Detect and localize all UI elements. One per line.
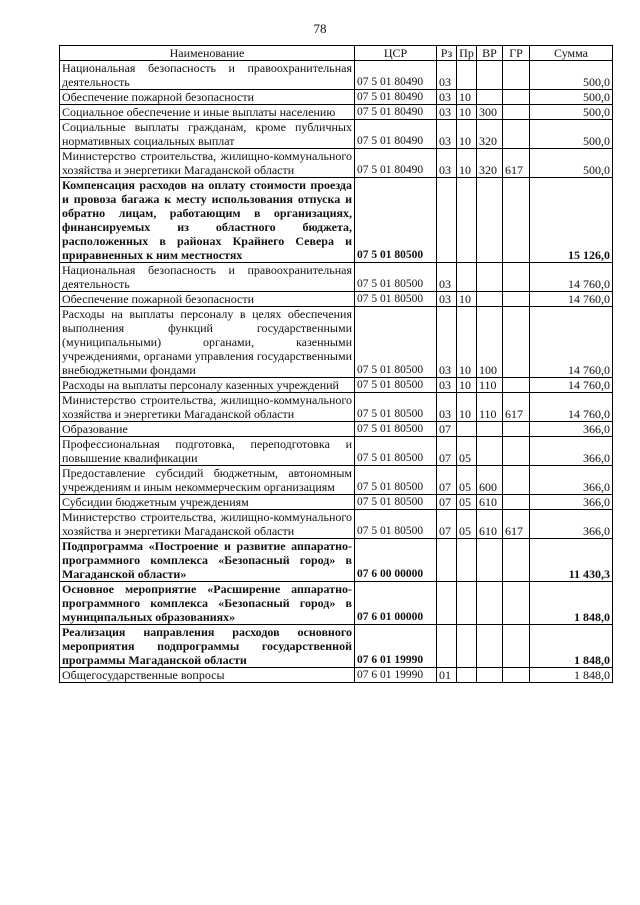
row-pr: 10 bbox=[457, 378, 477, 393]
row-sum: 500,0 bbox=[530, 61, 613, 90]
row-name: Министерство строительства, жилищно-коммунального хозяйства и энергетики Магаданской области bbox=[60, 510, 355, 539]
row-sum: 14 760,0 bbox=[530, 263, 613, 292]
row-sum: 366,0 bbox=[530, 437, 613, 466]
row-vr: 600 bbox=[477, 466, 503, 495]
row-sum: 14 760,0 bbox=[530, 378, 613, 393]
row-rz: 01 bbox=[437, 668, 457, 683]
row-name: Министерство строительства, жилищно-коммунального хозяйства и энергетики Магаданской области bbox=[60, 149, 355, 178]
row-name: Социальные выплаты гражданам, кроме публичных нормативных социальных выплат bbox=[60, 120, 355, 149]
row-rz: 03 bbox=[437, 61, 457, 90]
row-name: Обеспечение пожарной безопасности bbox=[60, 90, 355, 105]
row-csr: 07 5 01 80490 bbox=[355, 105, 437, 120]
row-vr bbox=[477, 292, 503, 307]
row-name: Профессиональная подготовка, переподготовка и повышение квалификации bbox=[60, 437, 355, 466]
row-csr: 07 5 01 80490 bbox=[355, 90, 437, 105]
table-row bbox=[60, 539, 613, 582]
row-sum: 1 848,0 bbox=[530, 582, 613, 625]
row-gr bbox=[503, 292, 530, 307]
row-sum: 1 848,0 bbox=[530, 625, 613, 668]
table-row bbox=[60, 437, 613, 466]
row-vr bbox=[477, 61, 503, 90]
table-row bbox=[60, 510, 613, 539]
row-sum: 15 126,0 bbox=[530, 178, 613, 263]
row-gr: 617 bbox=[503, 393, 530, 422]
table-row bbox=[60, 378, 613, 393]
row-vr bbox=[477, 178, 503, 263]
row-vr: 320 bbox=[477, 149, 503, 178]
row-csr: 07 5 01 80500 bbox=[355, 466, 437, 495]
row-rz bbox=[437, 625, 457, 668]
table-row bbox=[60, 466, 613, 495]
table-row bbox=[60, 105, 613, 120]
row-pr bbox=[457, 422, 477, 437]
row-sum: 14 760,0 bbox=[530, 307, 613, 378]
row-gr bbox=[503, 625, 530, 668]
row-sum: 366,0 bbox=[530, 510, 613, 539]
row-gr bbox=[503, 582, 530, 625]
row-rz: 03 bbox=[437, 292, 457, 307]
row-pr: 10 bbox=[457, 149, 477, 178]
row-pr: 05 bbox=[457, 437, 477, 466]
row-pr: 10 bbox=[457, 292, 477, 307]
row-pr bbox=[457, 582, 477, 625]
header-rz: Рз bbox=[437, 46, 457, 61]
row-vr bbox=[477, 422, 503, 437]
table-row bbox=[60, 90, 613, 105]
row-sum: 500,0 bbox=[530, 149, 613, 178]
row-vr: 610 bbox=[477, 495, 503, 510]
row-sum: 11 430,3 bbox=[530, 539, 613, 582]
row-csr: 07 5 01 80500 bbox=[355, 393, 437, 422]
row-gr bbox=[503, 105, 530, 120]
row-csr: 07 5 01 80500 bbox=[355, 378, 437, 393]
row-pr bbox=[457, 61, 477, 90]
table-row bbox=[60, 120, 613, 149]
budget-table bbox=[59, 45, 613, 683]
row-vr bbox=[477, 625, 503, 668]
header-sum: Сумма bbox=[530, 46, 613, 61]
table-row bbox=[60, 263, 613, 292]
table-row bbox=[60, 422, 613, 437]
row-rz: 03 bbox=[437, 149, 457, 178]
row-gr bbox=[503, 466, 530, 495]
row-pr: 10 bbox=[457, 307, 477, 378]
table-row bbox=[60, 61, 613, 90]
row-pr: 10 bbox=[457, 120, 477, 149]
row-rz: 07 bbox=[437, 437, 457, 466]
row-name: Социальное обеспечение и иные выплаты населению bbox=[60, 105, 355, 120]
header-vr: ВР bbox=[477, 46, 503, 61]
row-gr bbox=[503, 495, 530, 510]
row-gr bbox=[503, 120, 530, 149]
row-pr bbox=[457, 263, 477, 292]
header-row bbox=[60, 46, 613, 61]
row-vr: 110 bbox=[477, 393, 503, 422]
row-vr bbox=[477, 90, 503, 105]
row-csr: 07 5 01 80490 bbox=[355, 149, 437, 178]
row-name: Подпрограмма «Построение и развитие аппаратно-программного комплекса «Безопасный город» в Магаданской области» bbox=[60, 539, 355, 582]
table-row bbox=[60, 668, 613, 683]
row-gr bbox=[503, 61, 530, 90]
row-name: Реализация направления расходов основного мероприятия подпрограммы государственной программы Магаданской области bbox=[60, 625, 355, 668]
row-gr bbox=[503, 422, 530, 437]
row-pr bbox=[457, 539, 477, 582]
row-sum: 366,0 bbox=[530, 422, 613, 437]
row-name: Предоставление субсидий бюджетным, автономным учреждениям и иным некоммерческим организациям bbox=[60, 466, 355, 495]
table-row bbox=[60, 495, 613, 510]
row-gr bbox=[503, 437, 530, 466]
row-pr: 05 bbox=[457, 510, 477, 539]
row-csr: 07 5 01 80500 bbox=[355, 178, 437, 263]
row-vr bbox=[477, 582, 503, 625]
row-vr: 320 bbox=[477, 120, 503, 149]
row-name: Национальная безопасность и правоохранительная деятельность bbox=[60, 263, 355, 292]
row-pr: 05 bbox=[457, 466, 477, 495]
row-csr: 07 5 01 80500 bbox=[355, 495, 437, 510]
row-sum: 14 760,0 bbox=[530, 292, 613, 307]
row-rz: 03 bbox=[437, 105, 457, 120]
row-pr: 10 bbox=[457, 105, 477, 120]
row-vr bbox=[477, 539, 503, 582]
header-csr: ЦСР bbox=[355, 46, 437, 61]
table-row bbox=[60, 582, 613, 625]
row-sum: 366,0 bbox=[530, 466, 613, 495]
row-rz: 03 bbox=[437, 307, 457, 378]
table-row bbox=[60, 307, 613, 378]
row-vr: 110 bbox=[477, 378, 503, 393]
row-pr bbox=[457, 668, 477, 683]
row-sum: 500,0 bbox=[530, 105, 613, 120]
row-rz: 03 bbox=[437, 393, 457, 422]
table-row bbox=[60, 393, 613, 422]
row-gr: 617 bbox=[503, 510, 530, 539]
row-gr bbox=[503, 307, 530, 378]
row-pr: 05 bbox=[457, 495, 477, 510]
row-vr: 610 bbox=[477, 510, 503, 539]
row-pr bbox=[457, 178, 477, 263]
row-name: Образование bbox=[60, 422, 355, 437]
row-vr bbox=[477, 437, 503, 466]
row-gr bbox=[503, 178, 530, 263]
row-csr: 07 5 01 80500 bbox=[355, 422, 437, 437]
row-csr: 07 5 01 80500 bbox=[355, 307, 437, 378]
row-csr: 07 6 01 00000 bbox=[355, 582, 437, 625]
row-rz: 03 bbox=[437, 90, 457, 105]
header-name: Наименование bbox=[60, 46, 355, 61]
row-name: Компенсация расходов на оплату стоимости проезда и провоза багажа к месту использования отпуска и обратно лицам, работающим в организациях, финансируемых из областного бюджета, расположенных в районах Крайнего Севера и приравненных к ним местностях bbox=[60, 178, 355, 263]
row-gr bbox=[503, 263, 530, 292]
row-vr bbox=[477, 263, 503, 292]
row-rz: 07 bbox=[437, 466, 457, 495]
row-sum: 1 848,0 bbox=[530, 668, 613, 683]
row-gr bbox=[503, 539, 530, 582]
row-sum: 500,0 bbox=[530, 120, 613, 149]
table-row bbox=[60, 149, 613, 178]
table-row bbox=[60, 178, 613, 263]
row-csr: 07 6 01 19990 bbox=[355, 625, 437, 668]
page-number: 78 bbox=[313, 21, 327, 36]
row-name: Расходы на выплаты персоналу казенных учреждений bbox=[60, 378, 355, 393]
row-csr: 07 5 01 80490 bbox=[355, 61, 437, 90]
row-csr: 07 5 01 80500 bbox=[355, 437, 437, 466]
row-rz bbox=[437, 178, 457, 263]
row-csr: 07 5 01 80500 bbox=[355, 292, 437, 307]
row-pr: 10 bbox=[457, 90, 477, 105]
row-sum: 14 760,0 bbox=[530, 393, 613, 422]
row-csr: 07 5 01 80500 bbox=[355, 263, 437, 292]
row-csr: 07 6 00 00000 bbox=[355, 539, 437, 582]
row-name: Министерство строительства, жилищно-коммунального хозяйства и энергетики Магаданской области bbox=[60, 393, 355, 422]
row-rz bbox=[437, 539, 457, 582]
row-name: Основное мероприятие «Расширение аппаратно-программного комплекса «Безопасный город» в муниципальных образованиях» bbox=[60, 582, 355, 625]
row-sum: 366,0 bbox=[530, 495, 613, 510]
row-rz: 03 bbox=[437, 263, 457, 292]
row-rz bbox=[437, 582, 457, 625]
row-gr bbox=[503, 668, 530, 683]
row-gr bbox=[503, 378, 530, 393]
row-rz: 03 bbox=[437, 378, 457, 393]
header-pr: Пр bbox=[457, 46, 477, 61]
row-rz: 07 bbox=[437, 510, 457, 539]
row-rz: 07 bbox=[437, 495, 457, 510]
row-name: Общегосударственные вопросы bbox=[60, 668, 355, 683]
table-row bbox=[60, 625, 613, 668]
row-name: Субсидии бюджетным учреждениям bbox=[60, 495, 355, 510]
row-csr: 07 5 01 80490 bbox=[355, 120, 437, 149]
row-vr: 300 bbox=[477, 105, 503, 120]
row-sum: 500,0 bbox=[530, 90, 613, 105]
header-gr: ГР bbox=[503, 46, 530, 61]
row-vr bbox=[477, 668, 503, 683]
row-pr: 10 bbox=[457, 393, 477, 422]
row-gr bbox=[503, 90, 530, 105]
row-name: Расходы на выплаты персоналу в целях обеспечения выполнения функций государственными (муниципальными) органами, казенными учреждениями, органами управления государственными внебюджетными фондами bbox=[60, 307, 355, 378]
row-csr: 07 6 01 19990 bbox=[355, 668, 437, 683]
row-gr: 617 bbox=[503, 149, 530, 178]
row-pr bbox=[457, 625, 477, 668]
row-name: Национальная безопасность и правоохранительная деятельность bbox=[60, 61, 355, 90]
row-rz: 03 bbox=[437, 120, 457, 149]
row-csr: 07 5 01 80500 bbox=[355, 510, 437, 539]
row-vr: 100 bbox=[477, 307, 503, 378]
table-row bbox=[60, 292, 613, 307]
row-rz: 07 bbox=[437, 422, 457, 437]
row-name: Обеспечение пожарной безопасности bbox=[60, 292, 355, 307]
